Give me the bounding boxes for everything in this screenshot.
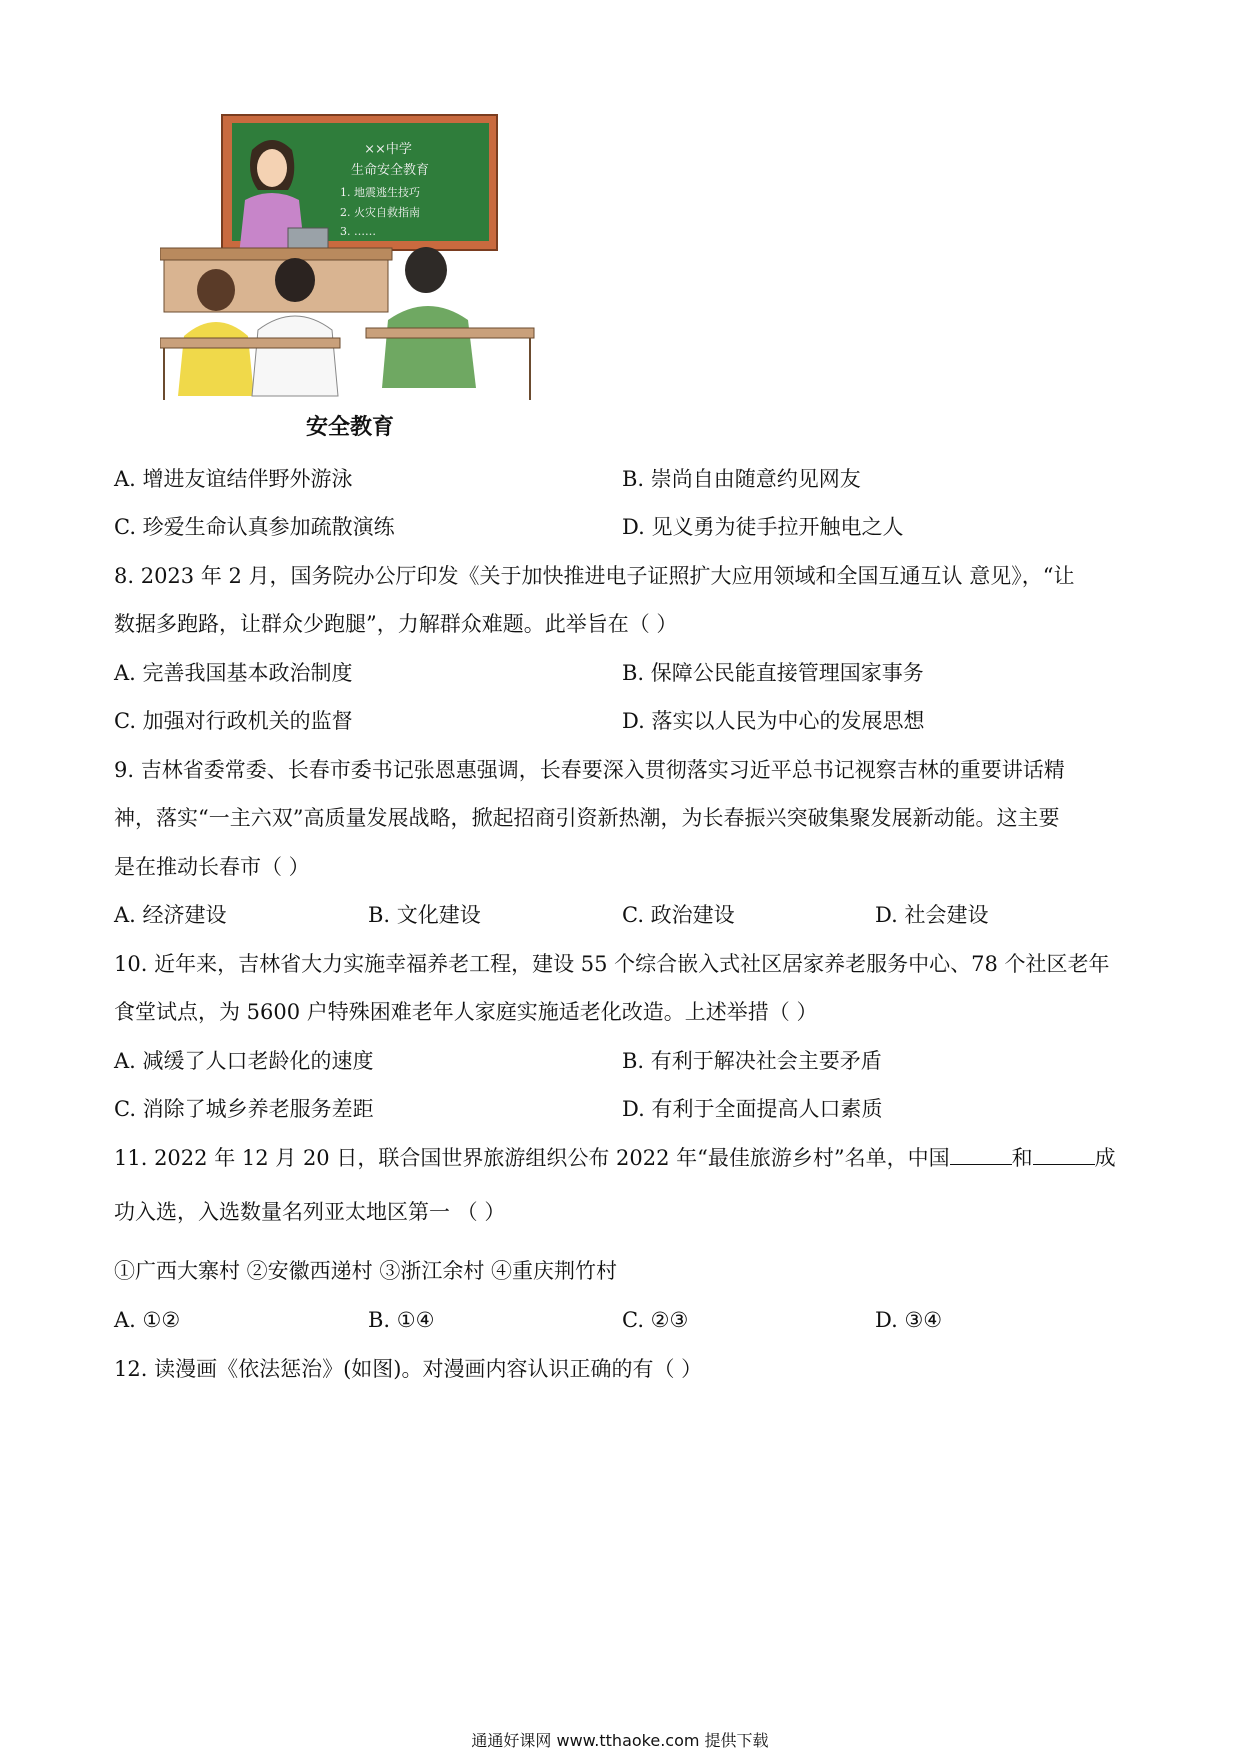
board-title: ××中学	[364, 142, 412, 157]
q10-option-a[interactable]: A. 减缓了人口老龄化的速度	[114, 1049, 374, 1073]
q8-option-a[interactable]: A. 完善我国基本政治制度	[114, 661, 353, 685]
q11-blank-2	[1033, 1144, 1095, 1165]
q9-option-b[interactable]: B. 文化建设	[368, 903, 481, 927]
q11-stem-line2: 功入选，入选数量名列亚太地区第一 （ ）	[114, 1200, 506, 1224]
board-item-1: 1. 地震逃生技巧	[340, 186, 420, 199]
safety-education-illustration	[160, 110, 550, 408]
q11-items: ①广西大寨村 ②安徽西递村 ③浙江余村 ④重庆荆竹村	[114, 1259, 618, 1283]
q11-option-a[interactable]: A. ①②	[114, 1308, 181, 1332]
q7-option-b[interactable]: B. 崇尚自由随意约见网友	[622, 467, 861, 491]
q8-option-c[interactable]: C. 加强对行政机关的监督	[114, 709, 353, 733]
page-footer: 通通好课网 www.tthaoke.com 提供下载	[471, 1731, 769, 1750]
q10-stem-line1: 10. 近年来，吉林省大力实施幸福养老工程，建设 55 个综合嵌入式社区居家养老服务中心、78 个社区老年	[114, 952, 1110, 976]
q7-option-d[interactable]: D. 见义勇为徒手拉开触电之人	[622, 515, 904, 539]
q7-option-a[interactable]: A. 增进友谊结伴野外游泳	[114, 467, 353, 491]
figure-caption: 安全教育	[306, 415, 395, 440]
q8-option-b[interactable]: B. 保障公民能直接管理国家事务	[622, 661, 924, 685]
q9-option-a[interactable]: A. 经济建设	[114, 903, 227, 927]
q10-option-b[interactable]: B. 有利于解决社会主要矛盾	[622, 1049, 882, 1073]
q8-stem-line2: 数据多跑路，让群众少跑腿”，力解群众难题。此举旨在（ ）	[114, 612, 678, 636]
student-1-icon	[197, 269, 235, 311]
student-3-icon	[405, 247, 447, 293]
q11-stem-line1	[114, 1143, 1116, 1173]
q9-option-c[interactable]: C. 政治建设	[622, 903, 735, 927]
q9-stem-line3: 是在推动长春市（ ）	[114, 855, 310, 879]
q8-option-d[interactable]: D. 落实以人民为中心的发展思想	[622, 709, 925, 733]
board-subtitle: 生命安全教育	[350, 163, 430, 178]
q7-option-c[interactable]: C. 珍爱生命认真参加疏散演练	[114, 515, 395, 539]
q10-option-d[interactable]: D. 有利于全面提高人口素质	[622, 1097, 883, 1121]
q9-option-d[interactable]: D. 社会建设	[875, 903, 989, 927]
q11-option-c[interactable]: C. ②③	[622, 1308, 689, 1332]
q9-stem-line2: 神，落实“一主六双”高质量发展战略，掀起招商引资新热潮，为长春振兴突破集聚发展新动能。这主要	[114, 806, 1060, 830]
q10-stem-line2: 食堂试点，为 5600 户特殊困难老年人家庭实施适老化改造。上述举措（ ）	[114, 1000, 818, 1024]
q11-stem-part3: 成	[1094, 1146, 1116, 1170]
student-2-icon	[275, 258, 315, 302]
board-item-3: 3. ……	[340, 225, 376, 238]
q8-stem-line1: 8. 2023 年 2 月，国务院办公厅印发《关于加快推进电子证照扩大应用领域和全国互通互认 意见》，“让	[114, 564, 1075, 588]
q9-stem-line1: 9. 吉林省委常委、长春市委书记张恩惠强调，长春要深入贯彻落实习近平总书记视察吉林的重要讲话精	[114, 758, 1065, 782]
laptop-icon	[288, 228, 328, 250]
q11-option-d[interactable]: D. ③④	[875, 1308, 943, 1332]
q11-stem-part1: 11. 2022 年 12 月 20 日，联合国世界旅游组织公布 2022 年“最佳旅游乡村”名单，中国	[114, 1146, 950, 1170]
q11-option-b[interactable]: B. ①④	[368, 1308, 435, 1332]
q12-stem-line1: 12. 读漫画《依法惩治》(如图)。对漫画内容认识正确的有（ ）	[114, 1357, 703, 1381]
teacher-face-icon	[257, 149, 287, 187]
q11-stem-part2: 和	[1011, 1146, 1033, 1170]
q11-blank-1	[950, 1144, 1012, 1165]
q10-option-c[interactable]: C. 消除了城乡养老服务差距	[114, 1097, 374, 1121]
board-item-2: 2. 火灾自救指南	[340, 206, 420, 219]
